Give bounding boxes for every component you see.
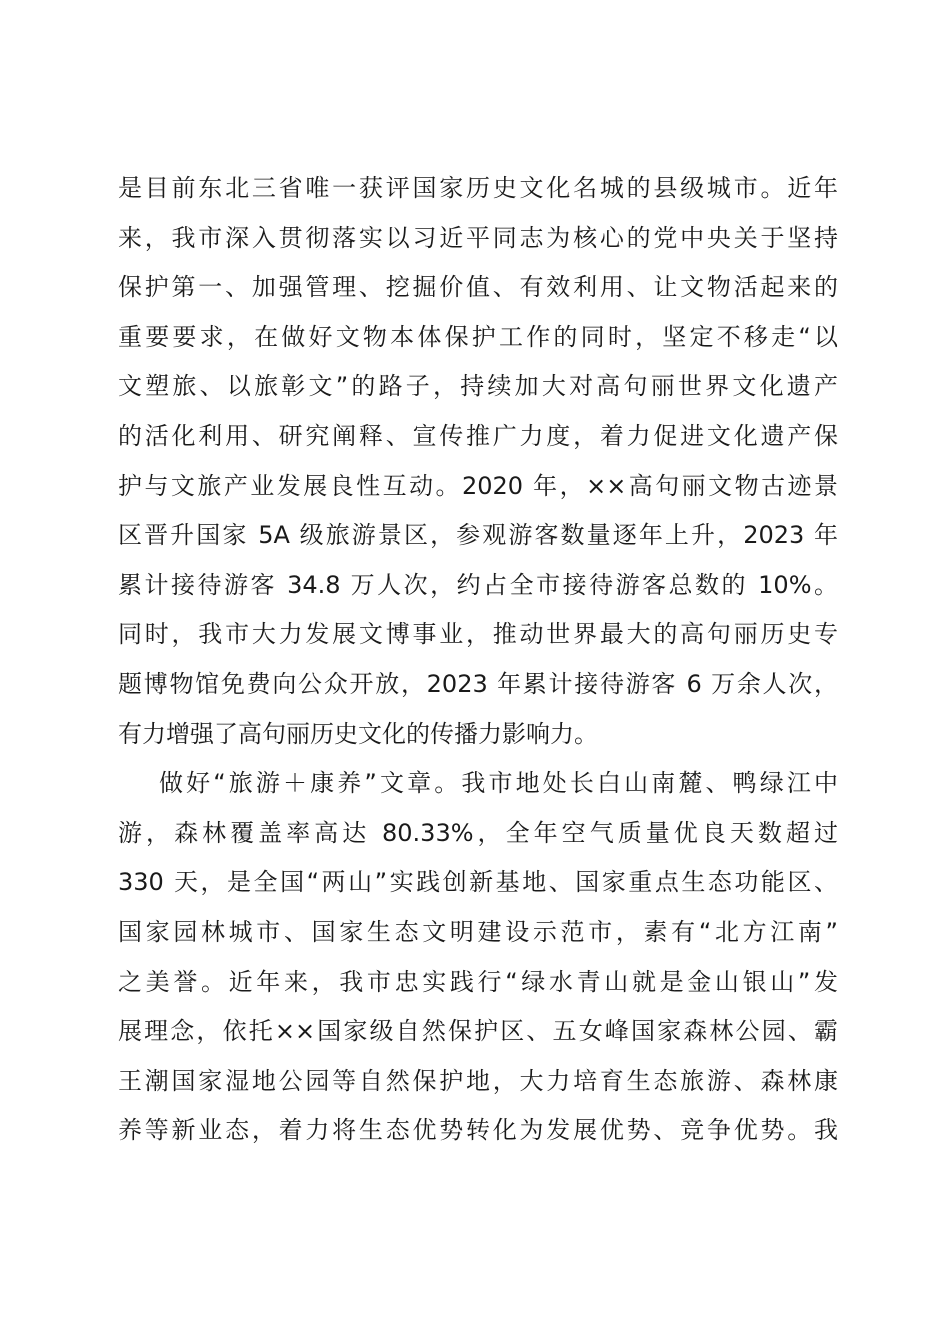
text-line: 来，我市深入贯彻落实以习近平同志为核心的党中央关于坚持 [118, 223, 838, 252]
text-line: 王潮国家湿地公园等自然保护地，大力培育生态旅游、森林康 [118, 1066, 838, 1095]
text-line: 护与文旅产业发展良性互动。2020 年，××高句丽文物古迹景 [118, 471, 838, 500]
paragraph-heritage [118, 164, 838, 759]
text-line: 之美誉。近年来，我市忠实践行“绿水青山就是金山银山”发 [118, 967, 838, 996]
text-line: 是目前东北三省唯一获评国家历史文化名城的县级城市。近年 [118, 174, 838, 202]
text-line: 国家园林城市、国家生态文明建设示范市，素有“北方江南” [118, 917, 838, 946]
text-line: 保护第一、加强管理、挖掘价值、有效利用、让文物活起来的 [118, 273, 838, 302]
text-line: 展理念，依托××国家级自然保护区、五女峰国家森林公园、霸 [118, 1017, 838, 1046]
text-line: 有力增强了高句丽历史文化的传播力影响力。 [118, 719, 598, 748]
text-line: 游，森林覆盖率高达 80.33%，全年空气质量优良天数超过 [118, 818, 838, 847]
text-line: 题博物馆免费向公众开放，2023 年累计接待游客 6 万余人次， [118, 669, 838, 698]
text-line: 同时，我市大力发展文博事业，推动世界最大的高句丽历史专 [118, 620, 838, 649]
text-line: 养等新业态，着力将生态优势转化为发展优势、竞争优势。我 [118, 1116, 838, 1145]
text-line: 区晋升国家 5A 级旅游景区，参观游客数量逐年上升，2023 年 [118, 521, 838, 550]
text-line: 330 天，是全国“两山”实践创新基地、国家重点生态功能区、 [118, 868, 838, 897]
text-line: 的活化利用、研究阐释、宣传推广力度，着力促进文化遗产保 [118, 421, 838, 450]
text-line: 文塑旅、以旅彰文”的路子，持续加大对高句丽世界文化遗产 [118, 372, 838, 401]
text-line: 重要要求，在做好文物本体保护工作的同时，坚定不移走“以 [118, 322, 838, 351]
text-line: 累计接待游客 34.8 万人次，约占全市接待游客总数的 10%。 [118, 570, 838, 599]
text-line: 做好“旅游＋康养”文章。我市地处长白山南麓、鸭绿江中 [159, 769, 838, 798]
body-text [118, 164, 838, 1156]
paragraph-wellness [118, 759, 838, 1156]
